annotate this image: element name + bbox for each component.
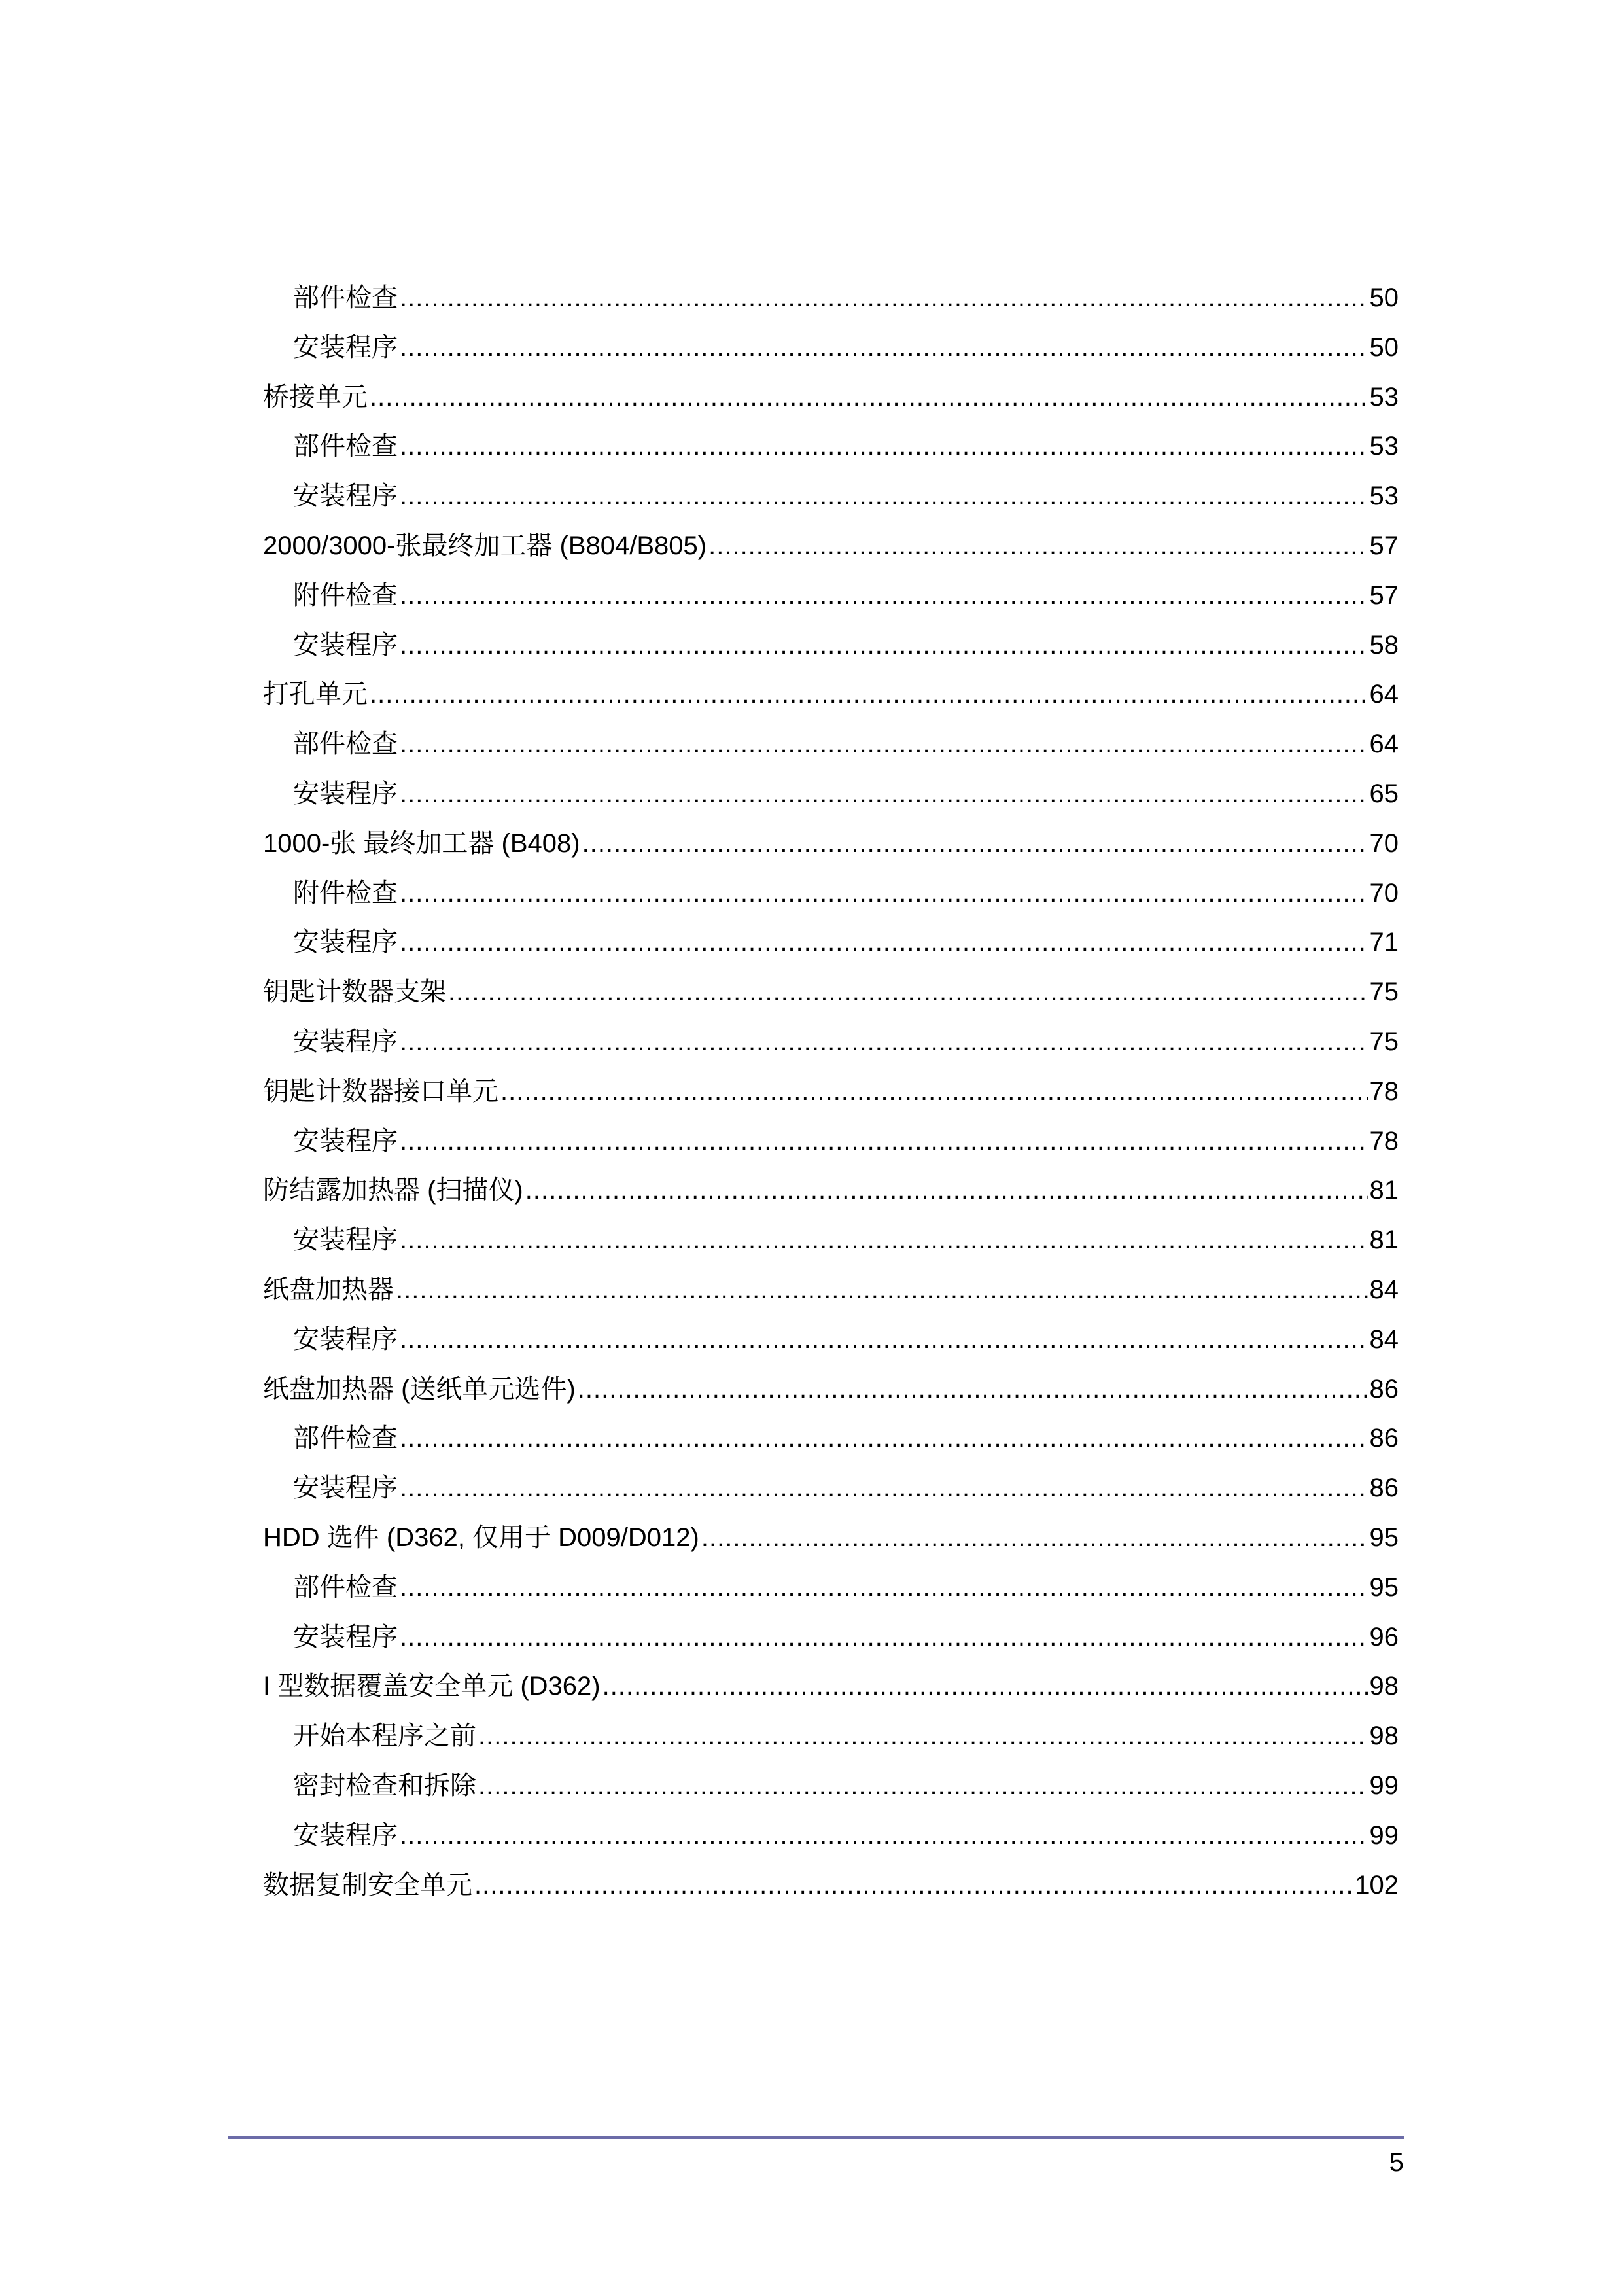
toc-entry-page: 95 — [1369, 1572, 1399, 1602]
toc-entry-page: 70 — [1369, 878, 1399, 908]
toc-dot-leader — [500, 1067, 1368, 1117]
toc-entry-page: 102 — [1355, 1870, 1399, 1899]
toc-entry-title: HDD 选件 (D362, 仅用于 D009/D012) — [263, 1523, 699, 1552]
toc-entry-page: 78 — [1369, 1126, 1399, 1156]
toc-entry-title: 防结露加热器 (扫描仪) — [263, 1176, 523, 1205]
toc-dot-leader — [578, 1365, 1368, 1415]
toc-entry-page: 84 — [1369, 1324, 1399, 1354]
toc-dot-leader — [400, 1017, 1368, 1067]
toc-entry-page: 57 — [1369, 580, 1399, 610]
toc-dot-leader — [448, 968, 1368, 1017]
toc-dot-leader — [400, 1613, 1368, 1663]
toc-entry[interactable] — [263, 1365, 1399, 1415]
toc-entry-title: 开始本程序之前 — [293, 1722, 476, 1751]
toc-dot-leader — [400, 1216, 1368, 1265]
toc-entry[interactable] — [263, 1712, 1399, 1761]
toc-entry-page: 75 — [1369, 978, 1399, 1007]
toc-entry-page: 58 — [1369, 630, 1399, 660]
toc-dot-leader — [474, 1861, 1353, 1911]
toc-entry[interactable] — [263, 1861, 1399, 1911]
toc-dot-leader — [602, 1662, 1368, 1712]
toc-entry[interactable] — [263, 1216, 1399, 1265]
toc-entry[interactable] — [263, 1017, 1399, 1067]
toc-entry[interactable] — [263, 1811, 1399, 1861]
toc-entry-title: 安装程序 — [293, 1226, 398, 1255]
toc-entry[interactable] — [263, 1613, 1399, 1663]
toc-dot-leader — [478, 1761, 1368, 1811]
toc-entry[interactable] — [263, 1761, 1399, 1811]
toc-entry-title: 部件检查 — [293, 730, 398, 759]
toc-entry[interactable] — [263, 571, 1399, 621]
toc-entry[interactable] — [263, 1166, 1399, 1216]
toc-dot-leader — [400, 472, 1368, 521]
toc-entry-title: 安装程序 — [293, 482, 398, 511]
toc-dot-leader — [400, 1117, 1368, 1167]
toc-entry-page: 81 — [1369, 1176, 1399, 1205]
toc-dot-leader — [582, 819, 1368, 869]
toc-dot-leader — [396, 1265, 1368, 1315]
footer-rule — [228, 2136, 1404, 2139]
toc-entry[interactable] — [263, 720, 1399, 769]
toc-dot-leader — [400, 1414, 1368, 1464]
toc-entry-title: 附件检查 — [293, 878, 398, 908]
toc-entry-title: 安装程序 — [293, 630, 398, 660]
toc-entry-page: 53 — [1369, 482, 1399, 511]
toc-entry-page: 64 — [1369, 680, 1399, 709]
toc-dot-leader — [708, 521, 1367, 571]
toc-entry[interactable] — [263, 1662, 1399, 1712]
toc-entry[interactable] — [263, 869, 1399, 919]
toc-entry[interactable] — [263, 1513, 1399, 1563]
toc-entry[interactable] — [263, 323, 1399, 373]
toc-dot-leader — [400, 869, 1368, 919]
toc-dot-leader — [400, 1464, 1368, 1513]
toc-entry[interactable] — [263, 521, 1399, 571]
toc-entry-title: 密封检查和拆除 — [293, 1771, 476, 1800]
toc-entry-title: 安装程序 — [293, 332, 398, 362]
toc-dot-leader — [478, 1712, 1368, 1761]
toc-entry-page: 96 — [1369, 1622, 1399, 1651]
toc-entry-page: 99 — [1369, 1771, 1399, 1800]
toc-entry-page: 86 — [1369, 1424, 1399, 1453]
toc-entry-page: 50 — [1369, 332, 1399, 362]
toc-entry-title: 数据复制安全单元 — [263, 1870, 472, 1899]
toc-dot-leader — [400, 422, 1368, 472]
toc-entry[interactable] — [263, 968, 1399, 1017]
toc-entry-title: 1000-张 最终加工器 (B408) — [263, 828, 580, 858]
toc-entry-page: 78 — [1369, 1076, 1399, 1106]
toc-dot-leader — [370, 373, 1368, 423]
toc-entry-page: 53 — [1369, 432, 1399, 461]
toc-dot-leader — [400, 918, 1368, 968]
toc-entry[interactable] — [263, 819, 1399, 869]
toc-entry-title: 2000/3000-张最终加工器 (B804/B805) — [263, 531, 707, 560]
toc-entry-title: 附件检查 — [293, 580, 398, 610]
toc-entry-title: 纸盘加热器 — [263, 1275, 394, 1304]
toc-entry-page: 57 — [1369, 531, 1399, 560]
toc-entry-title: 安装程序 — [293, 1820, 398, 1850]
toc-dot-leader — [400, 571, 1368, 621]
toc-dot-leader — [400, 323, 1368, 373]
toc-entry[interactable] — [263, 1265, 1399, 1315]
toc-entry-title: 桥接单元 — [263, 382, 368, 412]
toc-entry[interactable] — [263, 1067, 1399, 1117]
toc-entry[interactable] — [263, 1414, 1399, 1464]
toc-entry-page: 86 — [1369, 1374, 1399, 1404]
toc-dot-leader — [400, 1315, 1368, 1365]
toc-entry[interactable] — [263, 1563, 1399, 1613]
toc-entry-page: 53 — [1369, 382, 1399, 412]
toc-dot-leader — [701, 1513, 1368, 1563]
toc-dot-leader — [400, 621, 1368, 671]
toc-entry-page: 50 — [1369, 283, 1399, 312]
toc-entry[interactable] — [263, 274, 1399, 323]
toc-entry[interactable] — [263, 621, 1399, 671]
toc-dot-leader — [400, 769, 1368, 819]
toc-entry-title: I 型数据覆盖安全单元 (D362) — [263, 1672, 601, 1701]
toc-entry-title: 钥匙计数器支架 — [263, 978, 446, 1007]
toc-entry-title: 部件检查 — [293, 432, 398, 461]
toc-entry-title: 部件检查 — [293, 1424, 398, 1453]
toc-entry-title: 钥匙计数器接口单元 — [263, 1076, 498, 1106]
toc-entry-title: 安装程序 — [293, 779, 398, 808]
toc-entry-title: 安装程序 — [293, 928, 398, 957]
toc-entry-page: 99 — [1369, 1820, 1399, 1850]
toc-entry-title: 部件检查 — [293, 283, 398, 312]
toc-entry-page: 98 — [1369, 1672, 1399, 1701]
toc-entry-page: 95 — [1369, 1523, 1399, 1552]
page-number: 5 — [1389, 2148, 1404, 2177]
toc-entry-title: 安装程序 — [293, 1126, 398, 1156]
toc-entry-title: 部件检查 — [293, 1572, 398, 1602]
toc-entry-title: 安装程序 — [293, 1622, 398, 1651]
toc-entry-page: 64 — [1369, 730, 1399, 759]
toc-entry[interactable] — [263, 670, 1399, 720]
toc-dot-leader — [400, 1811, 1368, 1861]
toc-entry-title: 安装程序 — [293, 1474, 398, 1503]
toc-entry-page: 71 — [1369, 928, 1399, 957]
toc-entry-title: 打孔单元 — [263, 680, 368, 709]
toc-dot-leader — [400, 274, 1368, 323]
toc-entry-page: 84 — [1369, 1275, 1399, 1304]
toc-entry[interactable] — [263, 1315, 1399, 1365]
toc-entry-page: 75 — [1369, 1027, 1399, 1056]
toc-entry-page: 98 — [1369, 1722, 1399, 1751]
toc-entry-title: 安装程序 — [293, 1027, 398, 1056]
toc-entry-title: 安装程序 — [293, 1324, 398, 1354]
toc-entry[interactable] — [263, 1464, 1399, 1513]
toc-entry-page: 81 — [1369, 1226, 1399, 1255]
toc-dot-leader — [525, 1166, 1368, 1216]
toc-entry-page: 70 — [1369, 828, 1399, 858]
toc-entry[interactable] — [263, 918, 1399, 968]
toc-entry-page: 65 — [1369, 779, 1399, 808]
toc-dot-leader — [370, 670, 1368, 720]
toc-dot-leader — [400, 1563, 1368, 1613]
toc-entry[interactable] — [263, 422, 1399, 472]
toc-dot-leader — [400, 720, 1368, 769]
table-of-contents — [263, 274, 1399, 1910]
toc-entry-title: 纸盘加热器 (送纸单元选件) — [263, 1374, 576, 1404]
toc-entry[interactable] — [263, 373, 1399, 423]
toc-entry[interactable] — [263, 1117, 1399, 1167]
toc-entry[interactable] — [263, 769, 1399, 819]
toc-entry-page: 86 — [1369, 1474, 1399, 1503]
toc-entry[interactable] — [263, 472, 1399, 521]
